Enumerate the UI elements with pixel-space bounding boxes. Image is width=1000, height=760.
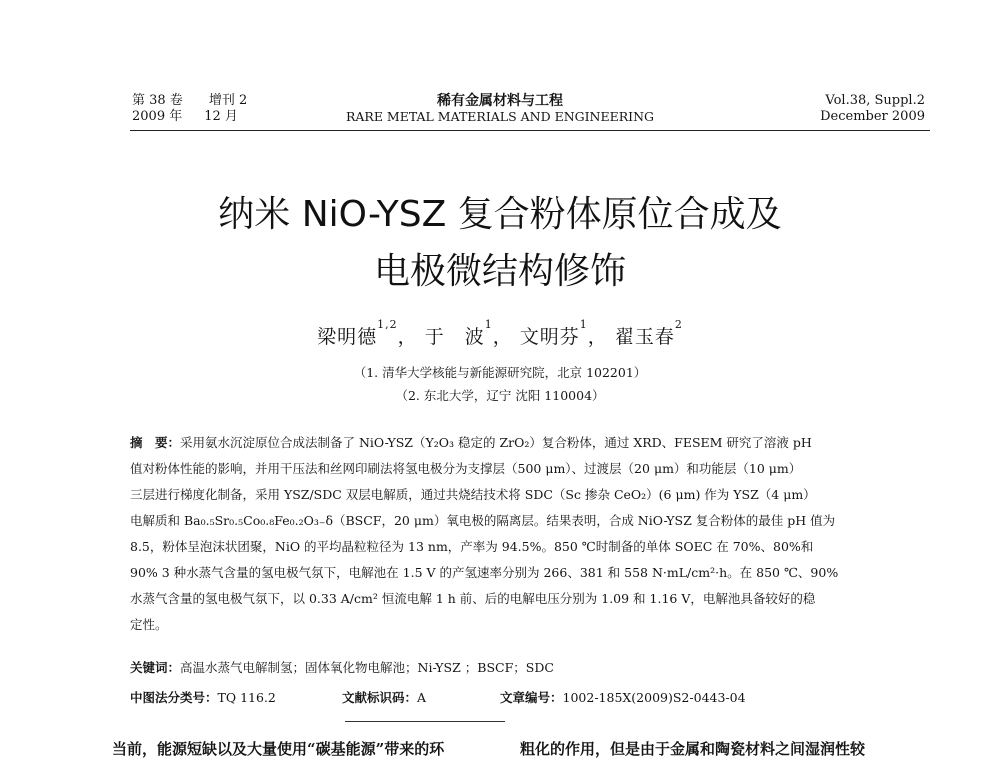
abstract-line: 值对粉体性能的影响，并用干压法和丝网印刷法将氢电极分为支撑层（500 μm）、过渡层（20 μm）和功能层（10 μm） (130, 461, 802, 476)
abstract-line: 采用氨水沉淀原位合成法制备了 NiO-YSZ（Y₂O₃ 稳定的 ZrO₂）复合粉体，通过 XRD、FESEM 研究了溶液 pH (180, 435, 812, 450)
author-affil: 1 (579, 318, 588, 331)
article-number-value: 1002-185X(2009)S2-0443-04 (562, 690, 746, 705)
classification-row (130, 688, 930, 706)
keywords-text: 高温水蒸气电解制氢；固体氧化物电解池；Ni-YSZ ；BSCF；SDC (180, 660, 554, 675)
volume-label: 第 38 卷 (132, 93, 183, 108)
clc-value: TQ 116.2 (217, 690, 276, 705)
journal-title-en: RARE METAL MATERIALS AND ENGINEERING (345, 109, 655, 124)
keywords (130, 658, 930, 676)
body-text-left: 当前，能源短缺以及大量使用“碳基能源”带来的环 (112, 740, 445, 758)
abstract-line: 8.5，粉体呈泡沫状团聚，NiO 的平均晶粒粒径为 13 nm，产率为 94.5%。850 ℃时制备的单体 SOEC 在 70%、80%和 (130, 539, 814, 554)
author-affil: 1,2 (377, 318, 398, 331)
keywords-label: 关键词： (130, 660, 181, 675)
header-rule (130, 130, 930, 131)
author: 于 波 (424, 326, 485, 348)
abstract-line: 90% 3 种水蒸气含量的氢电极气氛下，电解池在 1.5 V 的产氢速率分别为 266、381 和 558 N·mL/cm²·h。在 850 ℃、90% (130, 565, 839, 580)
author: 梁明德 (317, 326, 378, 348)
date-en: December 2009 (820, 109, 925, 124)
abstract (130, 430, 930, 638)
affiliation-2: （2. 东北大学，辽宁 沈阳 110004） (395, 388, 605, 403)
paper-title-line1: 纳米 NiO-YSZ 复合粉体原位合成及 (218, 194, 782, 235)
author-affil: 1 (484, 318, 493, 331)
abstract-label: 摘 要： (130, 435, 181, 450)
issue-label: 增刊 2 (208, 93, 248, 108)
volume-en: Vol.38, Suppl.2 (825, 93, 925, 108)
year-label: 2009 年 (132, 109, 183, 124)
journal-title-cn: 稀有金属材料与工程 (437, 93, 563, 109)
author-list: 梁明德$^{1,2}$， 于 波$^1$， 文明芬$^1$， 翟玉春$^2$ (317, 318, 683, 348)
author: 文明芬 (519, 326, 580, 348)
abstract-line: 水蒸气含量的氢电极气氛下，以 0.33 A/cm² 恒流电解 1 h 前、后的电解电压分别为 1.09 和 1.16 V，电解池具备较好的稳 (130, 591, 816, 606)
doc-code-label: 文献标识码： (342, 690, 418, 705)
doc-code-value: A (417, 690, 427, 705)
section-divider (345, 721, 505, 722)
author-affil: 2 (674, 318, 683, 331)
author: 翟玉春 (614, 326, 675, 348)
month-label: 12 月 (204, 109, 238, 124)
abstract-line: 定性。 (130, 617, 168, 632)
body-text-right: 粗化的作用，但是由于金属和陶瓷材料之间湿润性较 (520, 740, 866, 758)
article-number-label: 文章编号： (500, 690, 563, 705)
clc-label: 中图法分类号： (130, 690, 218, 705)
abstract-line: 三层进行梯度化制备，采用 YSZ/SDC 双层电解质，通过共烧结技术将 SDC（Sc 掺杂 CeO₂）(6 μm) 作为 YSZ（4 μm） (130, 487, 816, 502)
affiliation-1: （1. 清华大学核能与新能源研究院，北京 102201） (353, 365, 647, 380)
paper-title-line2: 电极微结构修饰 (373, 251, 626, 292)
abstract-line: 电解质和 Ba₀.₅Sr₀.₅Co₀.₈Fe₀.₂O₃₋δ（BSCF，20 μm）氧电极的隔离层。结果表明，合成 NiO-YSZ 复合粉体的最佳 pH 值为 (130, 513, 836, 528)
header-right (820, 93, 925, 125)
